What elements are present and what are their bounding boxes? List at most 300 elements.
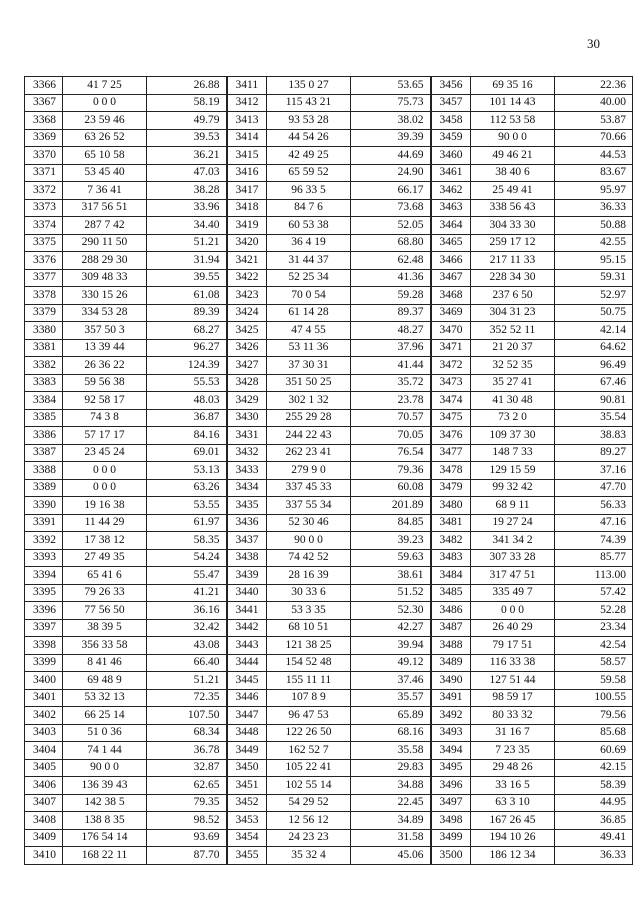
distance-value-cell: 52.05 <box>351 217 431 235</box>
angle-dms-cell: 44 54 26 <box>267 129 351 147</box>
angle-dms-cell: 31 44 37 <box>267 252 351 270</box>
distance-value-cell: 32.87 <box>147 759 227 777</box>
angle-dms-cell: 352 52 11 <box>471 322 555 340</box>
point-id-cell: 3471 <box>431 339 471 357</box>
angle-dms-cell: 107 8 9 <box>267 689 351 707</box>
angle-dms-cell: 30 33 6 <box>267 584 351 602</box>
point-id-cell: 3438 <box>227 549 267 567</box>
point-id-cell: 3443 <box>227 637 267 655</box>
angle-dms-cell: 129 15 59 <box>471 462 555 480</box>
point-id-cell: 3480 <box>431 497 471 515</box>
distance-value-cell: 51.52 <box>351 584 431 602</box>
table-row <box>25 427 633 445</box>
point-id-cell: 3392 <box>25 532 63 550</box>
table-row <box>25 619 633 637</box>
angle-dms-cell: 98 59 17 <box>471 689 555 707</box>
distance-value-cell: 53.55 <box>147 497 227 515</box>
angle-dms-cell: 237 6 50 <box>471 287 555 305</box>
distance-value-cell: 60.69 <box>555 742 633 760</box>
angle-dms-cell: 115 43 21 <box>267 94 351 112</box>
table-row <box>25 829 633 847</box>
table-row <box>25 602 633 620</box>
point-id-cell: 3451 <box>227 777 267 795</box>
table-row <box>25 322 633 340</box>
distance-value-cell: 61.08 <box>147 287 227 305</box>
angle-dms-cell: 109 37 30 <box>471 427 555 445</box>
distance-value-cell: 35.72 <box>351 374 431 392</box>
angle-dms-cell: 287 7 42 <box>63 217 147 235</box>
point-id-cell: 3426 <box>227 339 267 357</box>
distance-value-cell: 56.33 <box>555 497 633 515</box>
distance-value-cell: 22.45 <box>351 794 431 812</box>
point-id-cell: 3406 <box>25 777 63 795</box>
angle-dms-cell: 0 0 0 <box>63 462 147 480</box>
point-id-cell: 3411 <box>227 77 267 95</box>
point-id-cell: 3402 <box>25 707 63 725</box>
point-id-cell: 3435 <box>227 497 267 515</box>
point-id-cell: 3440 <box>227 584 267 602</box>
angle-dms-cell: 19 16 38 <box>63 497 147 515</box>
distance-value-cell: 37.46 <box>351 672 431 690</box>
point-id-cell: 3373 <box>25 199 63 217</box>
angle-dms-cell: 135 0 27 <box>267 77 351 95</box>
point-id-cell: 3490 <box>431 672 471 690</box>
distance-value-cell: 69.01 <box>147 444 227 462</box>
distance-value-cell: 47.03 <box>147 164 227 182</box>
angle-dms-cell: 23 59 46 <box>63 112 147 130</box>
point-id-cell: 3391 <box>25 514 63 532</box>
angle-dms-cell: 102 55 14 <box>267 777 351 795</box>
distance-value-cell: 57.42 <box>555 584 633 602</box>
angle-dms-cell: 53 11 36 <box>267 339 351 357</box>
angle-dms-cell: 63 3 10 <box>471 794 555 812</box>
distance-value-cell: 37.96 <box>351 339 431 357</box>
distance-value-cell: 36.33 <box>555 847 633 865</box>
table-row <box>25 672 633 690</box>
angle-dms-cell: 93 53 28 <box>267 112 351 130</box>
table-row <box>25 777 633 795</box>
angle-dms-cell: 41 7 25 <box>63 77 147 95</box>
angle-dms-cell: 90 0 0 <box>63 759 147 777</box>
distance-value-cell: 35.54 <box>555 409 633 427</box>
point-id-cell: 3382 <box>25 357 63 375</box>
distance-value-cell: 55.53 <box>147 374 227 392</box>
point-id-cell: 3458 <box>431 112 471 130</box>
point-id-cell: 3472 <box>431 357 471 375</box>
angle-dms-cell: 27 49 35 <box>63 549 147 567</box>
point-id-cell: 3427 <box>227 357 267 375</box>
point-id-cell: 3494 <box>431 742 471 760</box>
angle-dms-cell: 47 4 55 <box>267 322 351 340</box>
angle-dms-cell: 112 53 58 <box>471 112 555 130</box>
point-id-cell: 3375 <box>25 234 63 252</box>
point-id-cell: 3432 <box>227 444 267 462</box>
point-id-cell: 3452 <box>227 794 267 812</box>
distance-value-cell: 52.30 <box>351 602 431 620</box>
distance-value-cell: 42.54 <box>555 637 633 655</box>
angle-dms-cell: 32 52 35 <box>471 357 555 375</box>
table-row <box>25 742 633 760</box>
angle-dms-cell: 168 22 11 <box>63 847 147 865</box>
point-id-cell: 3409 <box>25 829 63 847</box>
angle-dms-cell: 28 16 39 <box>267 567 351 585</box>
distance-value-cell: 53.13 <box>147 462 227 480</box>
angle-dms-cell: 317 47 51 <box>471 567 555 585</box>
point-id-cell: 3481 <box>431 514 471 532</box>
angle-dms-cell: 162 52 7 <box>267 742 351 760</box>
point-id-cell: 3396 <box>25 602 63 620</box>
table-row <box>25 637 633 655</box>
table-row <box>25 409 633 427</box>
table-row <box>25 567 633 585</box>
angle-dms-cell: 65 59 52 <box>267 164 351 182</box>
table-row <box>25 392 633 410</box>
angle-dms-cell: 52 25 34 <box>267 269 351 287</box>
distance-value-cell: 42.55 <box>555 234 633 252</box>
table-row <box>25 199 633 217</box>
point-id-cell: 3400 <box>25 672 63 690</box>
distance-value-cell: 85.77 <box>555 549 633 567</box>
angle-dms-cell: 21 20 37 <box>471 339 555 357</box>
point-id-cell: 3415 <box>227 147 267 165</box>
angle-dms-cell: 334 53 28 <box>63 304 147 322</box>
distance-value-cell: 85.68 <box>555 724 633 742</box>
distance-value-cell: 75.73 <box>351 94 431 112</box>
angle-dms-cell: 66 25 14 <box>63 707 147 725</box>
distance-value-cell: 93.69 <box>147 829 227 847</box>
distance-value-cell: 95.15 <box>555 252 633 270</box>
point-id-cell: 3398 <box>25 637 63 655</box>
point-id-cell: 3403 <box>25 724 63 742</box>
angle-dms-cell: 69 48 9 <box>63 672 147 690</box>
distance-value-cell: 36.85 <box>555 812 633 830</box>
point-id-cell: 3383 <box>25 374 63 392</box>
angle-dms-cell: 53 3 35 <box>267 602 351 620</box>
table-row <box>25 304 633 322</box>
distance-value-cell: 96.27 <box>147 339 227 357</box>
point-id-cell: 3491 <box>431 689 471 707</box>
point-id-cell: 3437 <box>227 532 267 550</box>
point-id-cell: 3419 <box>227 217 267 235</box>
point-id-cell: 3442 <box>227 619 267 637</box>
distance-value-cell: 33.96 <box>147 199 227 217</box>
table-row <box>25 707 633 725</box>
point-id-cell: 3397 <box>25 619 63 637</box>
table-row <box>25 287 633 305</box>
point-id-cell: 3484 <box>431 567 471 585</box>
angle-dms-cell: 53 32 13 <box>63 689 147 707</box>
point-id-cell: 3431 <box>227 427 267 445</box>
point-id-cell: 3412 <box>227 94 267 112</box>
distance-value-cell: 70.05 <box>351 427 431 445</box>
table-row <box>25 689 633 707</box>
point-id-cell: 3456 <box>431 77 471 95</box>
angle-dms-cell: 290 11 50 <box>63 234 147 252</box>
distance-value-cell: 23.34 <box>555 619 633 637</box>
angle-dms-cell: 0 0 0 <box>63 94 147 112</box>
angle-dms-cell: 155 11 11 <box>267 672 351 690</box>
distance-value-cell: 38.28 <box>147 182 227 200</box>
angle-dms-cell: 77 56 50 <box>63 602 147 620</box>
point-id-cell: 3465 <box>431 234 471 252</box>
angle-dms-cell: 26 40 29 <box>471 619 555 637</box>
distance-value-cell: 37.16 <box>555 462 633 480</box>
point-id-cell: 3460 <box>431 147 471 165</box>
angle-dms-cell: 186 12 34 <box>471 847 555 865</box>
distance-value-cell: 62.48 <box>351 252 431 270</box>
distance-value-cell: 74.39 <box>555 532 633 550</box>
point-id-cell: 3368 <box>25 112 63 130</box>
distance-value-cell: 31.94 <box>147 252 227 270</box>
angle-dms-cell: 341 34 2 <box>471 532 555 550</box>
distance-value-cell: 68.27 <box>147 322 227 340</box>
angle-dms-cell: 12 56 12 <box>267 812 351 830</box>
angle-dms-cell: 121 38 25 <box>267 637 351 655</box>
angle-dms-cell: 65 41 6 <box>63 567 147 585</box>
distance-value-cell: 34.88 <box>351 777 431 795</box>
distance-value-cell: 22.36 <box>555 77 633 95</box>
distance-value-cell: 54.24 <box>147 549 227 567</box>
distance-value-cell: 53.65 <box>351 77 431 95</box>
point-id-cell: 3386 <box>25 427 63 445</box>
distance-value-cell: 38.83 <box>555 427 633 445</box>
point-id-cell: 3413 <box>227 112 267 130</box>
point-id-cell: 3429 <box>227 392 267 410</box>
angle-dms-cell: 51 0 36 <box>63 724 147 742</box>
data-table <box>24 76 633 865</box>
distance-value-cell: 48.03 <box>147 392 227 410</box>
angle-dms-cell: 304 33 30 <box>471 217 555 235</box>
distance-value-cell: 36.33 <box>555 199 633 217</box>
point-id-cell: 3468 <box>431 287 471 305</box>
angle-dms-cell: 0 0 0 <box>63 479 147 497</box>
angle-dms-cell: 52 30 46 <box>267 514 351 532</box>
angle-dms-cell: 338 56 43 <box>471 199 555 217</box>
distance-value-cell: 42.27 <box>351 619 431 637</box>
table-row <box>25 759 633 777</box>
angle-dms-cell: 60 53 38 <box>267 217 351 235</box>
distance-value-cell: 40.00 <box>555 94 633 112</box>
angle-dms-cell: 317 56 51 <box>63 199 147 217</box>
table-row <box>25 532 633 550</box>
angle-dms-cell: 259 17 12 <box>471 234 555 252</box>
angle-dms-cell: 24 23 23 <box>267 829 351 847</box>
distance-value-cell: 52.28 <box>555 602 633 620</box>
point-id-cell: 3369 <box>25 129 63 147</box>
angle-dms-cell: 228 34 30 <box>471 269 555 287</box>
distance-value-cell: 41.21 <box>147 584 227 602</box>
point-id-cell: 3470 <box>431 322 471 340</box>
distance-value-cell: 79.35 <box>147 794 227 812</box>
distance-value-cell: 59.63 <box>351 549 431 567</box>
table-row <box>25 357 633 375</box>
point-id-cell: 3405 <box>25 759 63 777</box>
distance-value-cell: 44.53 <box>555 147 633 165</box>
point-id-cell: 3404 <box>25 742 63 760</box>
distance-value-cell: 34.40 <box>147 217 227 235</box>
point-id-cell: 3483 <box>431 549 471 567</box>
distance-value-cell: 35.58 <box>351 742 431 760</box>
point-id-cell: 3423 <box>227 287 267 305</box>
table-row <box>25 269 633 287</box>
distance-value-cell: 24.90 <box>351 164 431 182</box>
point-id-cell: 3462 <box>431 182 471 200</box>
distance-value-cell: 31.58 <box>351 829 431 847</box>
point-id-cell: 3407 <box>25 794 63 812</box>
angle-dms-cell: 335 49 7 <box>471 584 555 602</box>
table-row <box>25 77 633 95</box>
point-id-cell: 3479 <box>431 479 471 497</box>
distance-value-cell: 113.00 <box>555 567 633 585</box>
angle-dms-cell: 154 52 48 <box>267 654 351 672</box>
distance-value-cell: 38.02 <box>351 112 431 130</box>
distance-value-cell: 60.08 <box>351 479 431 497</box>
point-id-cell: 3499 <box>431 829 471 847</box>
table-row <box>25 724 633 742</box>
distance-value-cell: 36.16 <box>147 602 227 620</box>
point-id-cell: 3445 <box>227 672 267 690</box>
distance-value-cell: 68.80 <box>351 234 431 252</box>
angle-dms-cell: 65 10 58 <box>63 147 147 165</box>
distance-value-cell: 26.88 <box>147 77 227 95</box>
distance-value-cell: 45.06 <box>351 847 431 865</box>
angle-dms-cell: 26 36 22 <box>63 357 147 375</box>
point-id-cell: 3463 <box>431 199 471 217</box>
distance-value-cell: 84.85 <box>351 514 431 532</box>
distance-value-cell: 68.16 <box>351 724 431 742</box>
point-id-cell: 3439 <box>227 567 267 585</box>
table-row <box>25 234 633 252</box>
distance-value-cell: 32.42 <box>147 619 227 637</box>
angle-dms-cell: 29 48 26 <box>471 759 555 777</box>
angle-dms-cell: 63 26 52 <box>63 129 147 147</box>
point-id-cell: 3425 <box>227 322 267 340</box>
angle-dms-cell: 0 0 0 <box>471 602 555 620</box>
angle-dms-cell: 255 29 28 <box>267 409 351 427</box>
angle-dms-cell: 194 10 26 <box>471 829 555 847</box>
distance-value-cell: 36.21 <box>147 147 227 165</box>
angle-dms-cell: 304 31 23 <box>471 304 555 322</box>
point-id-cell: 3366 <box>25 77 63 95</box>
distance-value-cell: 50.75 <box>555 304 633 322</box>
point-id-cell: 3441 <box>227 602 267 620</box>
distance-value-cell: 42.14 <box>555 322 633 340</box>
angle-dms-cell: 59 56 38 <box>63 374 147 392</box>
distance-value-cell: 35.57 <box>351 689 431 707</box>
distance-value-cell: 70.57 <box>351 409 431 427</box>
angle-dms-cell: 42 49 25 <box>267 147 351 165</box>
table-row <box>25 479 633 497</box>
distance-value-cell: 36.78 <box>147 742 227 760</box>
point-id-cell: 3488 <box>431 637 471 655</box>
distance-value-cell: 36.87 <box>147 409 227 427</box>
distance-value-cell: 47.70 <box>555 479 633 497</box>
distance-value-cell: 53.87 <box>555 112 633 130</box>
angle-dms-cell: 90 0 0 <box>471 129 555 147</box>
angle-dms-cell: 7 36 41 <box>63 182 147 200</box>
distance-value-cell: 47.16 <box>555 514 633 532</box>
point-id-cell: 3371 <box>25 164 63 182</box>
point-id-cell: 3498 <box>431 812 471 830</box>
distance-value-cell: 89.27 <box>555 444 633 462</box>
point-id-cell: 3418 <box>227 199 267 217</box>
distance-value-cell: 62.65 <box>147 777 227 795</box>
angle-dms-cell: 351 50 25 <box>267 374 351 392</box>
point-id-cell: 3387 <box>25 444 63 462</box>
angle-dms-cell: 8 41 46 <box>63 654 147 672</box>
distance-value-cell: 68.34 <box>147 724 227 742</box>
angle-dms-cell: 90 0 0 <box>267 532 351 550</box>
angle-dms-cell: 96 47 53 <box>267 707 351 725</box>
point-id-cell: 3489 <box>431 654 471 672</box>
angle-dms-cell: 337 45 33 <box>267 479 351 497</box>
point-id-cell: 3421 <box>227 252 267 270</box>
angle-dms-cell: 279 9 0 <box>267 462 351 480</box>
angle-dms-cell: 41 30 48 <box>471 392 555 410</box>
distance-value-cell: 34.89 <box>351 812 431 830</box>
point-id-cell: 3422 <box>227 269 267 287</box>
distance-value-cell: 59.58 <box>555 672 633 690</box>
distance-value-cell: 55.47 <box>147 567 227 585</box>
point-id-cell: 3477 <box>431 444 471 462</box>
angle-dms-cell: 11 44 29 <box>63 514 147 532</box>
point-id-cell: 3469 <box>431 304 471 322</box>
point-id-cell: 3446 <box>227 689 267 707</box>
angle-dms-cell: 302 1 32 <box>267 392 351 410</box>
point-id-cell: 3395 <box>25 584 63 602</box>
point-id-cell: 3496 <box>431 777 471 795</box>
point-id-cell: 3376 <box>25 252 63 270</box>
distance-value-cell: 39.53 <box>147 129 227 147</box>
point-id-cell: 3381 <box>25 339 63 357</box>
angle-dms-cell: 138 8 35 <box>63 812 147 830</box>
distance-value-cell: 49.79 <box>147 112 227 130</box>
distance-value-cell: 49.12 <box>351 654 431 672</box>
table-row <box>25 252 633 270</box>
distance-value-cell: 49.41 <box>555 829 633 847</box>
angle-dms-cell: 99 32 42 <box>471 479 555 497</box>
table-row <box>25 112 633 130</box>
point-id-cell: 3482 <box>431 532 471 550</box>
angle-dms-cell: 96 33 5 <box>267 182 351 200</box>
distance-value-cell: 95.97 <box>555 182 633 200</box>
angle-dms-cell: 38 40 6 <box>471 164 555 182</box>
distance-value-cell: 72.35 <box>147 689 227 707</box>
distance-value-cell: 23.78 <box>351 392 431 410</box>
table-row <box>25 444 633 462</box>
table-row <box>25 654 633 672</box>
distance-value-cell: 65.89 <box>351 707 431 725</box>
angle-dms-cell: 7 23 35 <box>471 742 555 760</box>
angle-dms-cell: 92 58 17 <box>63 392 147 410</box>
angle-dms-cell: 136 39 43 <box>63 777 147 795</box>
point-id-cell: 3378 <box>25 287 63 305</box>
distance-value-cell: 43.08 <box>147 637 227 655</box>
distance-value-cell: 66.40 <box>147 654 227 672</box>
angle-dms-cell: 356 33 58 <box>63 637 147 655</box>
point-id-cell: 3394 <box>25 567 63 585</box>
point-id-cell: 3461 <box>431 164 471 182</box>
table-row <box>25 129 633 147</box>
point-id-cell: 3367 <box>25 94 63 112</box>
point-id-cell: 3485 <box>431 584 471 602</box>
distance-value-cell: 107.50 <box>147 707 227 725</box>
distance-value-cell: 64.62 <box>555 339 633 357</box>
point-id-cell: 3408 <box>25 812 63 830</box>
distance-value-cell: 59.28 <box>351 287 431 305</box>
table-row <box>25 374 633 392</box>
point-id-cell: 3379 <box>25 304 63 322</box>
